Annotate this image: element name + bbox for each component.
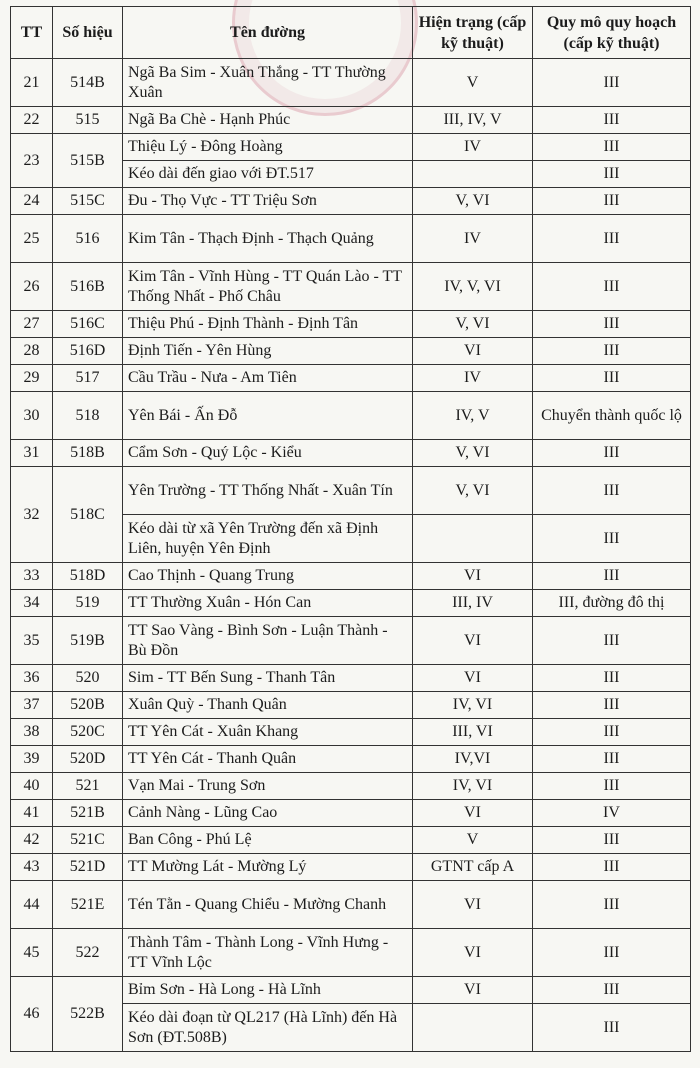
table-row	[11, 746, 691, 773]
cell-so-hieu: 521	[53, 773, 123, 800]
table-row	[11, 719, 691, 746]
table-row	[11, 827, 691, 854]
cell-quy-mo: III	[533, 161, 691, 188]
cell-so-hieu: 518B	[53, 440, 123, 467]
cell-ten-duong: TT Yên Cát - Xuân Khang	[123, 719, 413, 746]
cell-ten-duong: TT Thường Xuân - Hón Can	[123, 590, 413, 617]
cell-tt: 41	[11, 800, 53, 827]
cell-hien-trang: IV	[413, 134, 533, 161]
cell-hien-trang: IV, V, VI	[413, 263, 533, 311]
cell-tt: 21	[11, 59, 53, 107]
cell-tt: 45	[11, 929, 53, 977]
table-row	[11, 617, 691, 665]
cell-tt: 33	[11, 563, 53, 590]
cell-ten-duong: Kim Tân - Vĩnh Hùng - TT Quán Lào - TT Thống Nhất - Phố Châu	[123, 263, 413, 311]
cell-ten-duong: Thiệu Phú - Định Thành - Định Tân	[123, 311, 413, 338]
header-hien-trang: Hiện trạng (cấp kỹ thuật)	[413, 7, 533, 59]
cell-ten-duong: Thành Tâm - Thành Long - Vĩnh Hưng - TT Vĩnh Lộc	[123, 929, 413, 977]
cell-tt: 29	[11, 365, 53, 392]
cell-quy-mo: III	[533, 827, 691, 854]
cell-ten-duong: TT Mường Lát - Mường Lý	[123, 854, 413, 881]
cell-quy-mo: III	[533, 929, 691, 977]
cell-quy-mo: III	[533, 59, 691, 107]
cell-ten-duong: Vạn Mai - Trung Sơn	[123, 773, 413, 800]
cell-quy-mo: III	[533, 665, 691, 692]
cell-tt: 42	[11, 827, 53, 854]
table-row	[11, 800, 691, 827]
cell-ten-duong: Đu - Thọ Vực - TT Triệu Sơn	[123, 188, 413, 215]
cell-ten-duong: Kéo dài từ xã Yên Trường đến xã Định Liên, huyện Yên Định	[123, 515, 413, 563]
cell-quy-mo: III	[533, 188, 691, 215]
cell-tt: 25	[11, 215, 53, 263]
table-header-row	[11, 7, 691, 59]
cell-tt: 26	[11, 263, 53, 311]
cell-quy-mo: III	[533, 515, 691, 563]
cell-so-hieu: 522	[53, 929, 123, 977]
cell-ten-duong: Ban Công - Phú Lệ	[123, 827, 413, 854]
cell-hien-trang: V	[413, 827, 533, 854]
cell-hien-trang: V, VI	[413, 188, 533, 215]
table-row	[11, 563, 691, 590]
table-row	[11, 263, 691, 311]
cell-hien-trang: V, VI	[413, 311, 533, 338]
cell-ten-duong: TT Yên Cát - Thanh Quân	[123, 746, 413, 773]
cell-so-hieu: 515	[53, 107, 123, 134]
table-row	[11, 773, 691, 800]
cell-so-hieu: 521D	[53, 854, 123, 881]
cell-ten-duong: Tén Tằn - Quang Chiểu - Mường Chanh	[123, 881, 413, 929]
cell-tt: 32	[11, 467, 53, 563]
cell-ten-duong: Kim Tân - Thạch Định - Thạch Quảng	[123, 215, 413, 263]
cell-hien-trang: III, VI	[413, 719, 533, 746]
cell-hien-trang	[413, 515, 533, 563]
cell-so-hieu: 520	[53, 665, 123, 692]
table-row	[11, 665, 691, 692]
cell-hien-trang: VI	[413, 929, 533, 977]
table-row	[11, 392, 691, 440]
cell-hien-trang	[413, 161, 533, 188]
cell-so-hieu: 518D	[53, 563, 123, 590]
cell-tt: 46	[11, 977, 53, 1052]
cell-hien-trang: VI	[413, 563, 533, 590]
cell-so-hieu: 522B	[53, 977, 123, 1052]
road-planning-table	[10, 6, 691, 1052]
cell-so-hieu: 518	[53, 392, 123, 440]
table-row	[11, 881, 691, 929]
cell-tt: 39	[11, 746, 53, 773]
cell-quy-mo: III	[533, 365, 691, 392]
table-row	[11, 467, 691, 515]
cell-so-hieu: 516	[53, 215, 123, 263]
cell-so-hieu: 521B	[53, 800, 123, 827]
cell-hien-trang: VI	[413, 800, 533, 827]
cell-hien-trang: III, IV, V	[413, 107, 533, 134]
cell-tt: 36	[11, 665, 53, 692]
cell-quy-mo: III, đường đô thị	[533, 590, 691, 617]
cell-ten-duong: Kéo dài đoạn từ QL217 (Hà Lĩnh) đến Hà Sơn (ĐT.508B)	[123, 1004, 413, 1052]
header-quy-mo: Quy mô quy hoạch (cấp kỹ thuật)	[533, 7, 691, 59]
cell-hien-trang: VI	[413, 665, 533, 692]
cell-quy-mo: III	[533, 773, 691, 800]
table-row	[11, 929, 691, 977]
cell-quy-mo: III	[533, 311, 691, 338]
cell-so-hieu: 515B	[53, 134, 123, 188]
cell-ten-duong: Cao Thịnh - Quang Trung	[123, 563, 413, 590]
cell-hien-trang: IV	[413, 365, 533, 392]
cell-so-hieu: 520B	[53, 692, 123, 719]
cell-quy-mo: III	[533, 977, 691, 1004]
cell-hien-trang: GTNT cấp A	[413, 854, 533, 881]
cell-hien-trang: V, VI	[413, 467, 533, 515]
cell-ten-duong: Kéo dài đến giao với ĐT.517	[123, 161, 413, 188]
cell-so-hieu: 516C	[53, 311, 123, 338]
cell-hien-trang: IV, VI	[413, 773, 533, 800]
cell-hien-trang: IV, V	[413, 392, 533, 440]
cell-ten-duong: Bỉm Sơn - Hà Long - Hà Lĩnh	[123, 977, 413, 1004]
cell-tt: 28	[11, 338, 53, 365]
cell-quy-mo: III	[533, 563, 691, 590]
cell-quy-mo: III	[533, 134, 691, 161]
cell-so-hieu: 521C	[53, 827, 123, 854]
table-row	[11, 59, 691, 107]
cell-ten-duong: Yên Bái - Ấn Đỗ	[123, 392, 413, 440]
cell-tt: 22	[11, 107, 53, 134]
cell-ten-duong: Định Tiến - Yên Hùng	[123, 338, 413, 365]
table-row	[11, 107, 691, 134]
cell-tt: 30	[11, 392, 53, 440]
cell-hien-trang: V, VI	[413, 440, 533, 467]
cell-so-hieu: 519	[53, 590, 123, 617]
cell-hien-trang	[413, 1004, 533, 1052]
table-row	[11, 215, 691, 263]
cell-quy-mo: III	[533, 617, 691, 665]
cell-hien-trang: VI	[413, 617, 533, 665]
cell-tt: 40	[11, 773, 53, 800]
cell-quy-mo: III	[533, 263, 691, 311]
cell-quy-mo: III	[533, 440, 691, 467]
cell-hien-trang: IV, VI	[413, 692, 533, 719]
cell-tt: 27	[11, 311, 53, 338]
cell-so-hieu: 516D	[53, 338, 123, 365]
header-so-hieu: Số hiệu	[53, 7, 123, 59]
cell-quy-mo: III	[533, 746, 691, 773]
cell-so-hieu: 518C	[53, 467, 123, 563]
cell-tt: 38	[11, 719, 53, 746]
table-row	[11, 311, 691, 338]
cell-tt: 43	[11, 854, 53, 881]
table-row	[11, 692, 691, 719]
cell-so-hieu: 521E	[53, 881, 123, 929]
cell-ten-duong: Cẩm Sơn - Quý Lộc - Kiểu	[123, 440, 413, 467]
table-row	[11, 590, 691, 617]
cell-so-hieu: 520C	[53, 719, 123, 746]
cell-hien-trang: VI	[413, 977, 533, 1004]
cell-ten-duong: Ngã Ba Sim - Xuân Thắng - TT Thường Xuân	[123, 59, 413, 107]
table-row	[11, 188, 691, 215]
header-tt: TT	[11, 7, 53, 59]
header-ten-duong: Tên đường	[123, 7, 413, 59]
cell-quy-mo: III	[533, 338, 691, 365]
cell-ten-duong: Cảnh Nàng - Lũng Cao	[123, 800, 413, 827]
cell-so-hieu: 519B	[53, 617, 123, 665]
cell-ten-duong: Cầu Trầu - Nưa - Am Tiên	[123, 365, 413, 392]
cell-ten-duong: Ngã Ba Chè - Hạnh Phúc	[123, 107, 413, 134]
cell-ten-duong: Yên Trường - TT Thống Nhất - Xuân Tín	[123, 467, 413, 515]
table-row	[11, 365, 691, 392]
cell-tt: 37	[11, 692, 53, 719]
cell-so-hieu: 517	[53, 365, 123, 392]
cell-hien-trang: IV	[413, 215, 533, 263]
cell-quy-mo: III	[533, 881, 691, 929]
table-row	[11, 440, 691, 467]
cell-quy-mo: III	[533, 1004, 691, 1052]
cell-ten-duong: TT Sao Vàng - Bình Sơn - Luận Thành - Bù Đồn	[123, 617, 413, 665]
cell-ten-duong: Thiệu Lý - Đông Hoàng	[123, 134, 413, 161]
cell-so-hieu: 516B	[53, 263, 123, 311]
cell-ten-duong: Sim - TT Bến Sung - Thanh Tân	[123, 665, 413, 692]
cell-so-hieu: 515C	[53, 188, 123, 215]
cell-quy-mo: III	[533, 467, 691, 515]
cell-hien-trang: IV,VI	[413, 746, 533, 773]
table-row	[11, 977, 691, 1004]
table-row	[11, 854, 691, 881]
cell-so-hieu: 520D	[53, 746, 123, 773]
cell-hien-trang: VI	[413, 338, 533, 365]
cell-quy-mo: Chuyển thành quốc lộ	[533, 392, 691, 440]
cell-hien-trang: III, IV	[413, 590, 533, 617]
cell-quy-mo: III	[533, 854, 691, 881]
cell-so-hieu: 514B	[53, 59, 123, 107]
cell-quy-mo: IV	[533, 800, 691, 827]
cell-ten-duong: Xuân Quỳ - Thanh Quân	[123, 692, 413, 719]
cell-tt: 31	[11, 440, 53, 467]
cell-tt: 44	[11, 881, 53, 929]
table-row	[11, 134, 691, 161]
cell-tt: 23	[11, 134, 53, 188]
table-row	[11, 338, 691, 365]
cell-quy-mo: III	[533, 719, 691, 746]
cell-quy-mo: III	[533, 215, 691, 263]
cell-hien-trang: VI	[413, 881, 533, 929]
cell-tt: 34	[11, 590, 53, 617]
table-body	[11, 59, 691, 1052]
cell-quy-mo: III	[533, 107, 691, 134]
cell-tt: 35	[11, 617, 53, 665]
cell-quy-mo: III	[533, 692, 691, 719]
cell-hien-trang: V	[413, 59, 533, 107]
cell-tt: 24	[11, 188, 53, 215]
